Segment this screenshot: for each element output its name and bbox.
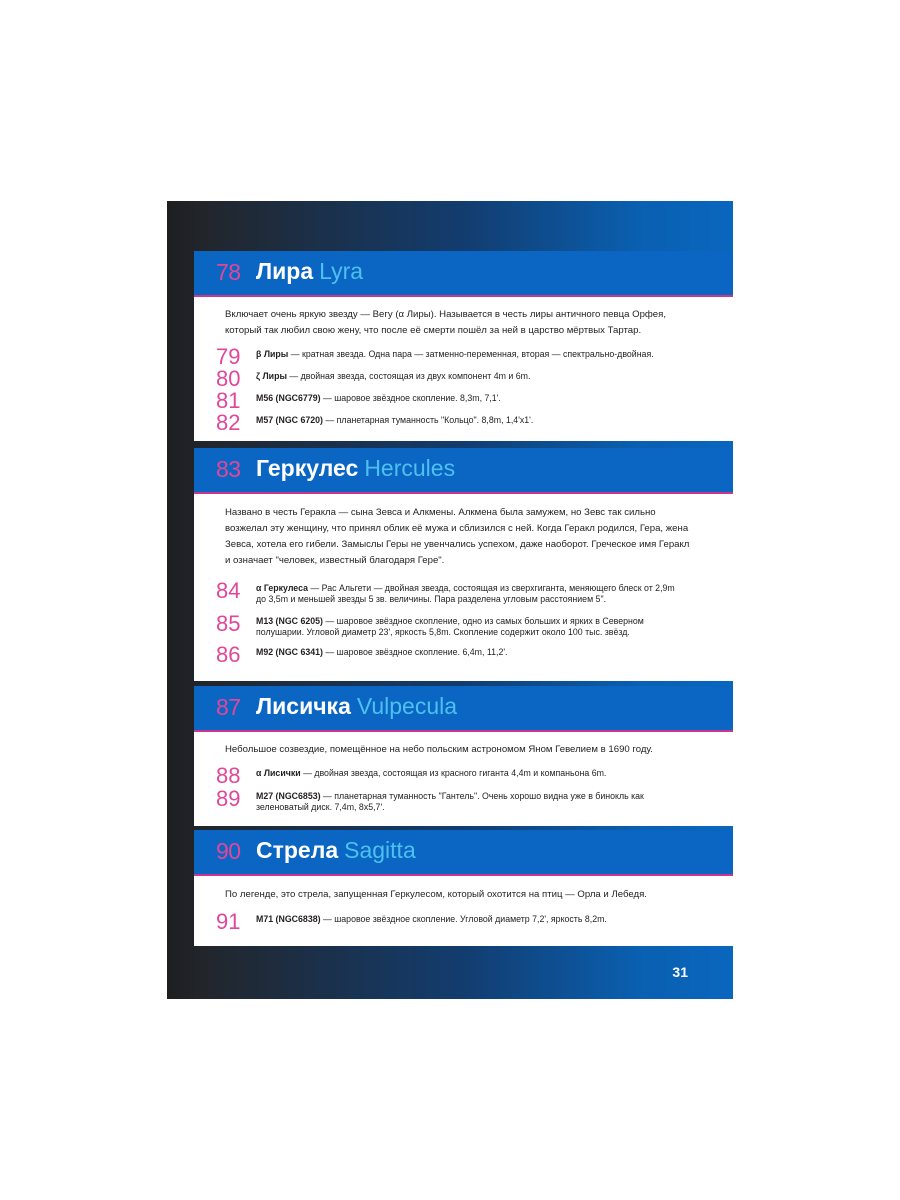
object-number: 91 <box>216 909 241 934</box>
section-number: 78 <box>216 259 241 285</box>
object-text <box>256 583 686 605</box>
section-sagitta <box>194 830 733 946</box>
object-text <box>256 371 686 382</box>
object-number: 85 <box>216 611 241 636</box>
object-desc: — Рас Альгети — двойная звезда, состоящая из сверхгиганта, меняющего блеск от 2,9m до 3,5m и меньшей звезды 5 зв. величины. Пара разделена угловым расстоянием 5". <box>256 583 675 604</box>
object-name: M92 (NGC 6341) <box>256 647 323 657</box>
section-intro: Включает очень яркую звезду — Вегу (α Лиры). Называется в честь лиры античного певца Орфея, который так любил свою жену, что после её смерти пошёл за ней в царство мёртвых Тартар. <box>225 309 667 336</box>
section-body <box>194 494 733 681</box>
object-text <box>256 914 686 925</box>
section-title <box>256 258 363 285</box>
page-number: 31 <box>672 964 688 980</box>
object-desc: — шаровое звёздное скопление. 6,4m, 11,2'. <box>322 647 508 657</box>
title-ru: Геркулес <box>256 455 359 481</box>
section-header <box>194 686 733 732</box>
object-name: ζ Лиры <box>256 371 287 381</box>
object-name: M56 (NGC6779) <box>256 393 321 403</box>
object-name: M27 (NGC6853) <box>256 791 321 801</box>
object-desc: — шаровое звёздное скопление. Угловой диаметр 7,2', яркость 8,2m. <box>320 914 607 924</box>
section-number: 90 <box>216 838 241 864</box>
object-desc: — двойная звезда, состоящая из двух компонент 4m и 6m. <box>286 371 531 381</box>
section-intro: По легенде, это стрела, запущенная Геркулесом, который охотится на птиц — Орла и Лебедя. <box>225 889 647 900</box>
object-desc: — шаровое звёздное скопление. 8,3m, 7,1'. <box>320 393 501 403</box>
title-latin: Lyra <box>319 258 364 284</box>
object-name: M13 (NGC 6205) <box>256 616 323 626</box>
object-number: 84 <box>216 578 241 603</box>
title-ru: Стрела <box>256 837 339 863</box>
title-latin: Sagitta <box>344 837 416 863</box>
section-body <box>194 876 733 946</box>
object-name: M71 (NGC6838) <box>256 914 321 924</box>
section-vulpecula <box>194 686 733 826</box>
object-name: α Лисички <box>256 768 301 778</box>
object-name: β Лиры <box>256 349 289 359</box>
section-title <box>256 693 457 720</box>
object-number: 82 <box>216 410 241 435</box>
section-header <box>194 830 733 876</box>
brochure-page <box>167 201 733 999</box>
object-desc: — кратная звезда. Одна пара — затменно-переменная, вторая — спектрально-двойная. <box>288 349 654 359</box>
object-name: M57 (NGC 6720) <box>256 415 323 425</box>
object-name: α Геркулеса <box>256 583 308 593</box>
object-number: 88 <box>216 763 241 788</box>
object-number: 81 <box>216 388 241 413</box>
object-text <box>256 768 686 779</box>
title-latin: Hercules <box>364 455 456 481</box>
section-header <box>194 251 733 297</box>
object-text <box>256 415 686 426</box>
object-text <box>256 647 686 658</box>
object-number: 89 <box>216 786 241 811</box>
section-title <box>256 837 416 864</box>
object-desc: — шаровое звёздное скопление, одно из самых больших и ярких в Северном полушарии. Угловой диаметр 23', яркость 5,8m. Скопление содержит около 100 тыс. звёзд. <box>256 616 644 637</box>
title-ru: Лисичка <box>256 693 351 719</box>
object-text <box>256 349 686 360</box>
object-number: 79 <box>216 344 241 369</box>
section-header <box>194 448 733 494</box>
section-body <box>194 297 733 441</box>
object-text <box>256 393 686 404</box>
title-latin: Vulpecula <box>356 693 458 719</box>
section-body <box>194 732 733 826</box>
object-desc: — двойная звезда, состоящая из красного гиганта 4,4m и компаньона 6m. <box>300 768 607 778</box>
object-desc: — планетарная туманность "Гантель". Очень хорошо видна уже в бинокль как зеленоватый диск. 7,4m, 8x5,7'. <box>256 791 644 812</box>
object-text <box>256 616 686 638</box>
section-intro: Небольшое созвездие, помещённое на небо польским астрономом Яном Гевелием в 1690 году. <box>225 744 653 755</box>
section-title <box>256 455 455 482</box>
section-hercules <box>194 448 733 681</box>
section-number: 83 <box>216 456 241 482</box>
section-lyra <box>194 251 733 441</box>
section-number: 87 <box>216 694 241 720</box>
object-number: 86 <box>216 642 241 667</box>
section-intro: Названо в честь Геракла — сына Зевса и Алкмены. Алкмена была замужем, но Зевс так сильно возжелал эту женщину, что принял облик её мужа и сблизился с ней. Когда Геракл родился, Гера, жена Зевса, хотела его гибели. Замыслы Геры не увенчались успехом, даже наоборот. Греческое имя Геракл и означает "человек, известный благодаря Гере". <box>225 507 690 566</box>
title-ru: Лира <box>256 258 314 284</box>
object-number: 80 <box>216 366 241 391</box>
object-desc: — планетарная туманность "Кольцо". 8,8m, 1,4'x1'. <box>322 415 534 425</box>
object-text <box>256 791 686 813</box>
